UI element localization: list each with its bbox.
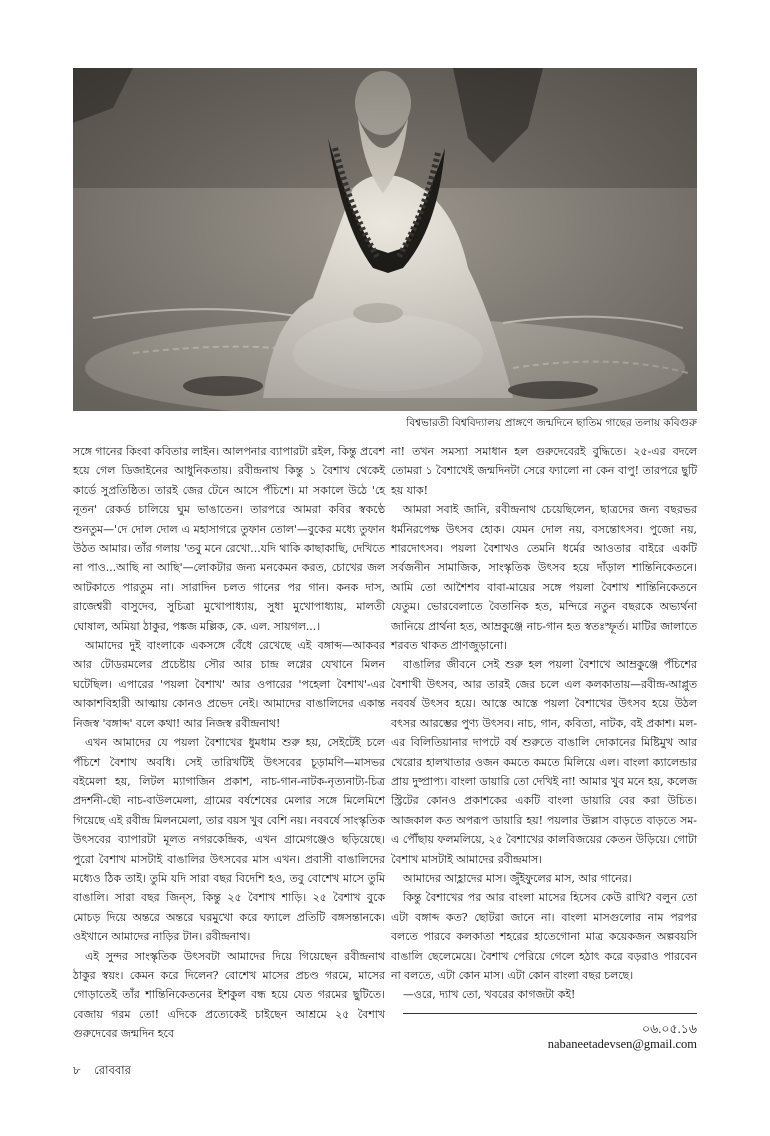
paragraph: —ওরে, দ্যাখ তো, খবরের কাগজটা কই!	[403, 988, 576, 1002]
paragraph: কিন্তু বৈশাখের পর আর বাংলা মাসের হিসেব কেউ রাখি? বলুন তো এটা বঙ্গাব্দ কত? ছোটরা জানে না। বাংলা মাসগুলোর নাম পরপর বলতে পারবে কলকাতা শহরের হাতেগোনা মাত্র কয়েকজন অল্পবয়সি বাঙালি ছেলেমেয়ে। বৈশাখ পেরিয়ে গেলে হঠাৎ করে বড়রাও পারবেন না বলতে, এটা কোন মাস। এটা কোন বাংলা বছর চলছে।	[391, 891, 697, 982]
paragraph: এখন আমাদের যে পয়লা বৈশাখের ধুমধাম শুরু হয়, সেইটেই চলে পঁচিশে বৈশাখ অবধি। সেই তারিখটিই উৎসবের চূড়ামণি—মাসভর বইমেলা হয়, লিটল ম্যাগাজিন প্রকাশ, নাচ-গান-নাটক-নৃত্যনাট্য-চিত্র প্রদর্শনী-ছৌ নাচ-বাউলমেলা, গ্রামের বর্ষশেষের মেলার সঙ্গে মিলেমিশে গিয়েছে এই রবীন্দ্র মিলনমেলা, তার বয়স খুব বেশি নয়। নববর্ষে সাংস্কৃতিক উৎসবের ব্যাপারটা মূলত নগরকেন্দ্রিক, এখন গ্রামেগঞ্জেও ছড়িয়েছে। পুরো বৈশাখ মাসটাই বাঙালির উৎসবের মাস এখন। প্রবাসী বাঙালিদের মধ্যেও ঠিক তাই। তুমি যদি সারা বছর বিদেশি হও, তবু বোশেখ মাসে তুমি বাঙালি। সারা বছর জিন্‌স, কিন্তু ২৫ বৈশাখ শাড়ি। ২৫ বৈশাখ বুকে মোচড় দিয়ে অন্তরে অন্তরে ঘরমুখো করে ফ্যালে প্রতিটি বঙ্গসন্তানকে। ওইখানে আমাদের নাড়ির টান। রবীন্দ্রনাথ।	[73, 736, 385, 944]
article-date: ০৬.০৫.১৬	[642, 1022, 697, 1036]
page-number: ৮	[73, 1063, 81, 1077]
cover-photo	[73, 68, 697, 411]
paragraph: আমাদের দুই বাংলাকে একসঙ্গে বেঁধে রেখেছে এই বঙ্গাব্দ—আকবর আর টোডরমলের প্রচেষ্টায় সৌর আর চান্দ্র লগ্নের যেখানে মিলন ঘটেছিল। এপারের 'পয়লা বৈশাখ' আর ওপারের 'পহেলা বৈশাখ'-এর আকাশবিহারী আত্মায় কোনও প্রভেদ নেই। আমাদের বাঙালিদের একান্ত নিজস্ব 'বঙ্গাব্দ' বলে কথা! আর নিজস্ব রবীন্দ্রনাথ!	[73, 639, 385, 730]
paragraph: বাঙালির জীবনে সেই শুরু হল পয়লা বৈশাখে আম্রকুঞ্জে পঁচিশের বৈশাখী উৎসব, আর তারই জের চলে এল কলকাতায়—রবীন্দ্র-আপ্লুত নববর্ষ উৎসব হয়ে। আস্তে আস্তে পয়লা বৈশাখের উৎসব হয়ে উঠল বৎসর আরম্ভের পুণ্য উৎসব। নাচ, গান, কবিতা, নাটক, বই প্রকাশ। মল-এর বিলিতিয়ানার দাপটে বর্ষ শুরুতে বাঙালি দোকানের মিষ্টিমুখ আর খেরোর হালখাতার ওজন কমতে কমতে মিলিয়ে এল। বাংলা ক্যালেন্ডার প্রায় দুষ্প্রাপ্য। বাংলা ডায়ারি তো দেখিই না! আমার খুব মনে হয়, কলেজ স্ট্রিটের কোনও প্রকাশকের একটি বাংলা ডায়ারি বের করা উচিত। আজকাল কত অপরূপ ডায়ারি হয়! পয়লার উল্লাস বাড়তে বাড়তে সম-এ পৌঁছায় ফলমলিয়ে, ২৫ বৈশাখের কালবিজয়ের কেতন উড়িয়ে। গোটা বৈশাখ মাসটাই আমাদের রবীন্দ্রমাস।	[391, 658, 697, 866]
paragraph: না! তখন সমস্যা সমাধান হল গুরুদেবেরই বুদ্ধিতে। ২৫-এর বদলে তোমরা ১ বৈশাখেই জন্মদিনটা সেরে ফ্যালো না কেন বাপু! তারপরে ছুটি হয় যাক!	[391, 445, 697, 497]
article-right-column	[391, 442, 697, 1005]
paragraph: আমাদের আহ্লাদের মাস। জুঁইফুলের মাস, আর গানের।	[403, 871, 632, 885]
author-signature	[480, 1022, 697, 1052]
paragraph: সঙ্গে গানের কিংবা কবিতার লাইন। আলপনার ব্যাপারটা রইল, কিন্তু প্রবেশ হয়ে গেল ডিজাইনের আধুনিকতায়। রবীন্দ্রনাথ কিন্তু ১ বৈশাখ থেকেই কার্ডে সুপ্রতিষ্ঠিত। তারই জের টেনে আসে পঁচিশে। মা সকালে উঠে 'হে নূতন' রেকর্ড চালিয়ে ঘুম ভাঙাতেন। তারপরে আমরা কবির স্বকণ্ঠে শুনতুম—'দে দোল দোল এ মহাসাগরে তুফান তোল'—বুকের মধ্যে তুফান উঠত আমার। তাঁর গলায় 'তবু মনে রেখো...যদি থাকি কাছাকাছি, দেখিতে না পাও...আছি না আছি'—লোকটার জন্য মনকেমন করত, চোখের জল আটকাতে পারতুম না। সারাদিন চলত গানের পর গান। কনক দাস, রাজেশ্বরী বাসুদেব, সুচিত্রা মুখোপাধ্যায়, সুধা মুখোপাধ্যায়, মালতী ঘোষাল, অমিয়া ঠাকুর, পঙ্কজ মল্লিক, কে. এল. সায়গল...।	[73, 445, 385, 633]
paragraph: আমরা সবাই জানি, রবীন্দ্রনাথ চেয়েছিলেন, ছাত্রদের জন্য বছরভর ধর্মনিরপেক্ষ উৎসব হোক। যেমন দোল নয়, বসন্তোৎসব। পুজো নয়, শারদোৎসব। পয়লা বৈশাখও তেমনি ধর্মের আওতার বাইরে একটি সর্বজনীন সামাজিক, সাংস্কৃতিক উৎসব হয়ে দাঁড়াল শান্তিনিকেতনে। আমি তো আশৈশব বাবা-মায়ের সঙ্গে পয়লা বৈশাখ শান্তিনিকেতনে যেতুম। ভোরবেলাতে বৈতানিক হত, মন্দিরে নতুন বছরকে অভ্যর্থনা জানিয়ে প্রার্থনা হত, আম্রকুঞ্জে নাচ-গান হত স্বতঃস্ফূর্ত। মাটির জালাতে শরবত থাকত প্রাণজুড়ানো।	[391, 503, 697, 653]
article-left-column	[73, 442, 385, 1044]
section-name: রোববার	[94, 1063, 131, 1077]
page-footer	[73, 1062, 141, 1081]
author-email: nabaneetadevsen@gmail.com	[547, 1037, 697, 1051]
paragraph: এই সুন্দর সাংস্কৃতিক উৎসবটা আমাদের দিয়ে গিয়েছেন রবীন্দ্রনাথ ঠাকুর স্বয়ং। কেমন করে দিলেন? বোশেখ মাসের প্রচণ্ড গরমে, মাসের গোড়াতেই তাঁর শান্তিনিকেতনের ইশকুল বন্ধ হয়ে যেত গরমের ছুটিতে। বেজায় গরম তো! এদিকে প্রত্যেকেই চাইছেন আশ্রমে ২৫ বৈশাখ গুরুদেবের জন্মদিন হবে	[73, 949, 385, 1041]
divider	[403, 1013, 697, 1014]
photo-caption: বিশ্বভারতী বিশ্ববিদ্যালয় প্রাঙ্গণে জন্মদিনে ছাতিম গাছের তলায় কবিগুরু	[406, 417, 697, 429]
photo-illustration	[73, 68, 697, 411]
